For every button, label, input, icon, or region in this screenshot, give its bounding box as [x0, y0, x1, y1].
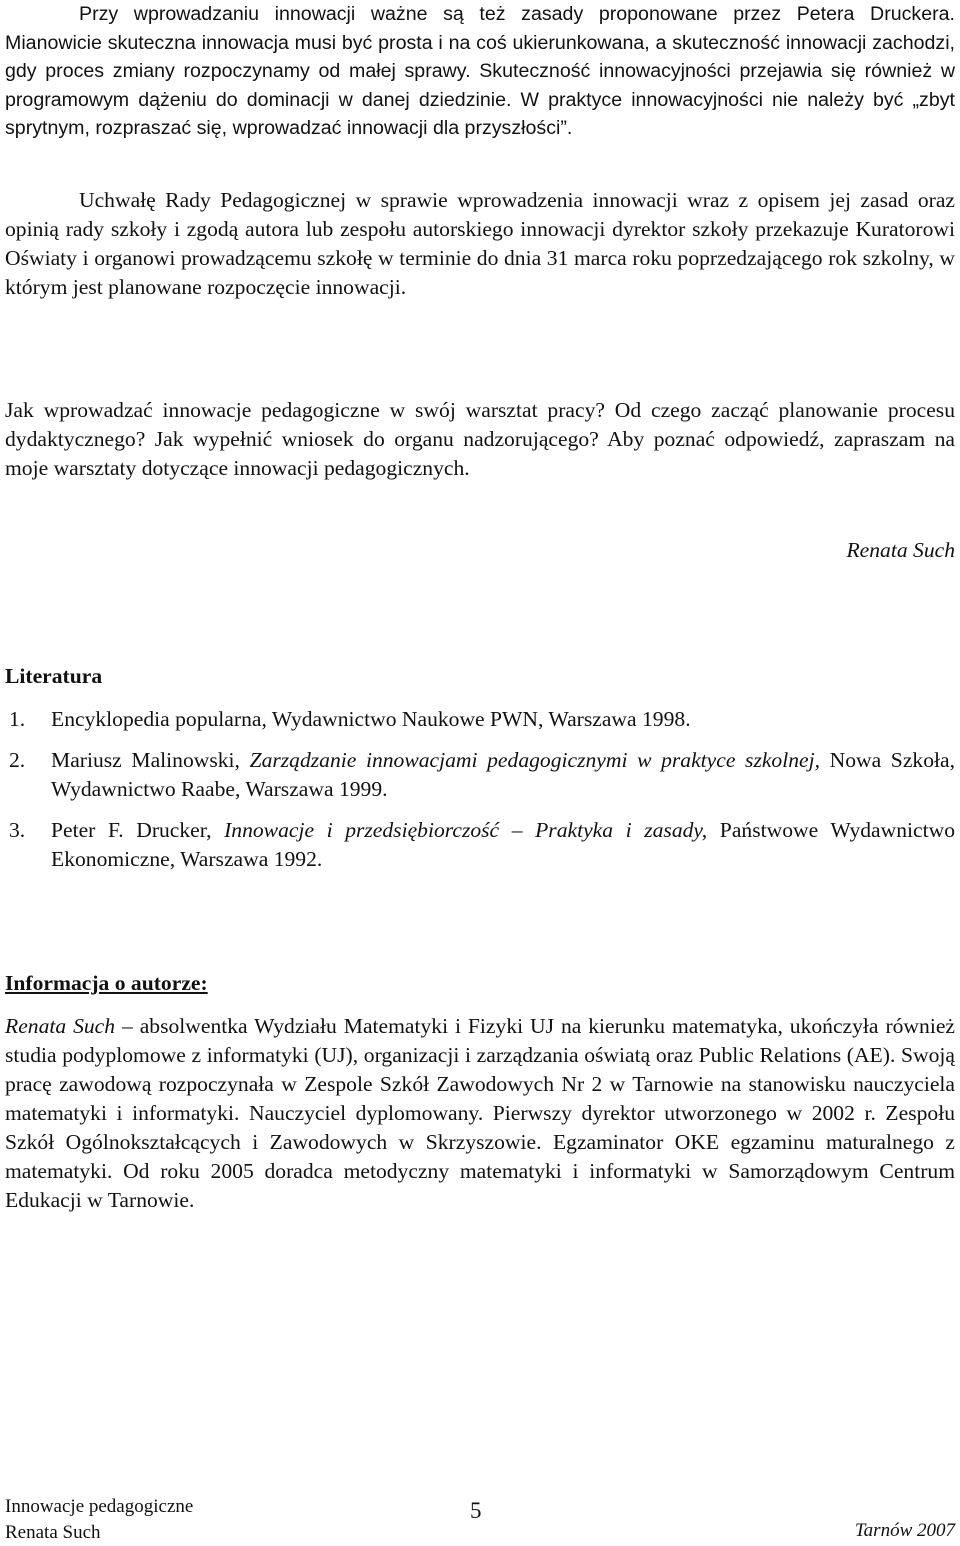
- literature-item-author: Peter F. Drucker,: [51, 818, 225, 842]
- literature-item-text: Encyklopedia popularna, Wydawnictwo Naukowe PWN, Warszawa 1998.: [51, 707, 691, 731]
- author-info-heading: Informacja o autorze:: [5, 971, 208, 995]
- signature: Renata Such: [846, 538, 955, 562]
- literature-item-author: Mariusz Malinowski,: [51, 748, 250, 772]
- footer-page-number: 5: [470, 1498, 482, 1523]
- footer-doc-title: Innowacje pedagogiczne: [5, 1496, 194, 1517]
- footer-left: [5, 1494, 193, 1546]
- literature-item-title: Zarządzanie innowacjami pedagogicznymi w praktyce szkolnej,: [249, 748, 821, 772]
- literature-item-number: 1.: [9, 707, 26, 731]
- paragraph-resolution: Uchwałę Rady Pedagogicznej w sprawie wprowadzenia innowacji wraz z opisem jej zasad oraz opinią rady szkoły i zgodą autora lub zespołu autorskiego innowacji dyrektor szkoły przekazuje Kuratorowi Oświaty i organowi prowadzącemu szkołę w terminie do dnia 31 marca roku poprzedzającego rok szkolny, w którym jest planowane rozpoczęcie innowacji.: [5, 188, 955, 299]
- paragraph-drucker-principles: Przy wprowadzaniu innowacji ważne są też zasady proponowane przez Petera Druckera. Mianowicie skuteczna innowacja musi być prosta i na coś ukierunkowana, a skuteczność innowacji zachodzi, gdy proces zmiany rozpoczynamy od małej sprawy. Skuteczność innowacyjności przejawia się również w programowym dążeniu do dominacji w danej dziedzinie. W praktyce innowacyjności nie należy być „zbyt sprytnym, rozpraszać się, wprowadzać innowacji dla przyszłości”.: [5, 3, 955, 140]
- footer-author: Renata Such: [5, 1522, 101, 1543]
- paragraph-invitation: Jak wprowadzać innowacje pedagogiczne w swój warsztat pracy? Od czego zacząć planowanie procesu dydaktycznego? Jak wypełnić wniosek do organu nadzorującego? Aby poznać odpowiedź, zapraszam na moje warsztaty dotyczące innowacji pedagogicznych.: [5, 398, 955, 480]
- literature-item: [5, 816, 955, 874]
- footer-place-year: Tarnów 2007: [854, 1520, 955, 1541]
- literature-heading: Literatura: [5, 664, 103, 688]
- literature-item-title: Innowacje i przedsiębiorczość – Praktyka i zasady,: [224, 818, 708, 842]
- literature-item-number: 2.: [9, 748, 26, 772]
- literature-list: [5, 705, 955, 886]
- literature-item-publisher: Państwowe Wydawnictwo Ekonomiczne, Warszawa 1992.: [51, 818, 955, 871]
- author-bio-text: – absolwentka Wydziału Matematyki i Fizyki UJ na kierunku matematyka, ukończyła również studia podyplomowe z informatyki (UJ), organizacji i zarządzania oświatą oraz Public Relations (AE). Swoją pracę zawodową rozpoczynała w Zespole Szkół Zawodowych Nr 2 w Tarnowie na stanowisku nauczyciela matematyki i informatyki. Nauczyciel dyplomowany. Pierwszy dyrektor utworzonego w 2002 r. Zespołu Szkół Ogólnokształcących i Zawodowych w Skrzyszowie. Egzaminator OKE egzaminu maturalnego z matematyki. Od roku 2005 doradca metodyczny matematyki i informatyki w Samorządowym Centrum Edukacji w Tarnowie.: [5, 1014, 955, 1212]
- author-bio-name: Renata Such: [5, 1014, 116, 1038]
- literature-item-publisher: Nowa Szkoła, Wydawnictwo Raabe, Warszawa 1999.: [51, 748, 955, 801]
- literature-item-number: 3.: [9, 818, 26, 842]
- literature-item: [5, 746, 955, 804]
- author-bio: [5, 1012, 955, 1215]
- literature-item: [5, 705, 955, 734]
